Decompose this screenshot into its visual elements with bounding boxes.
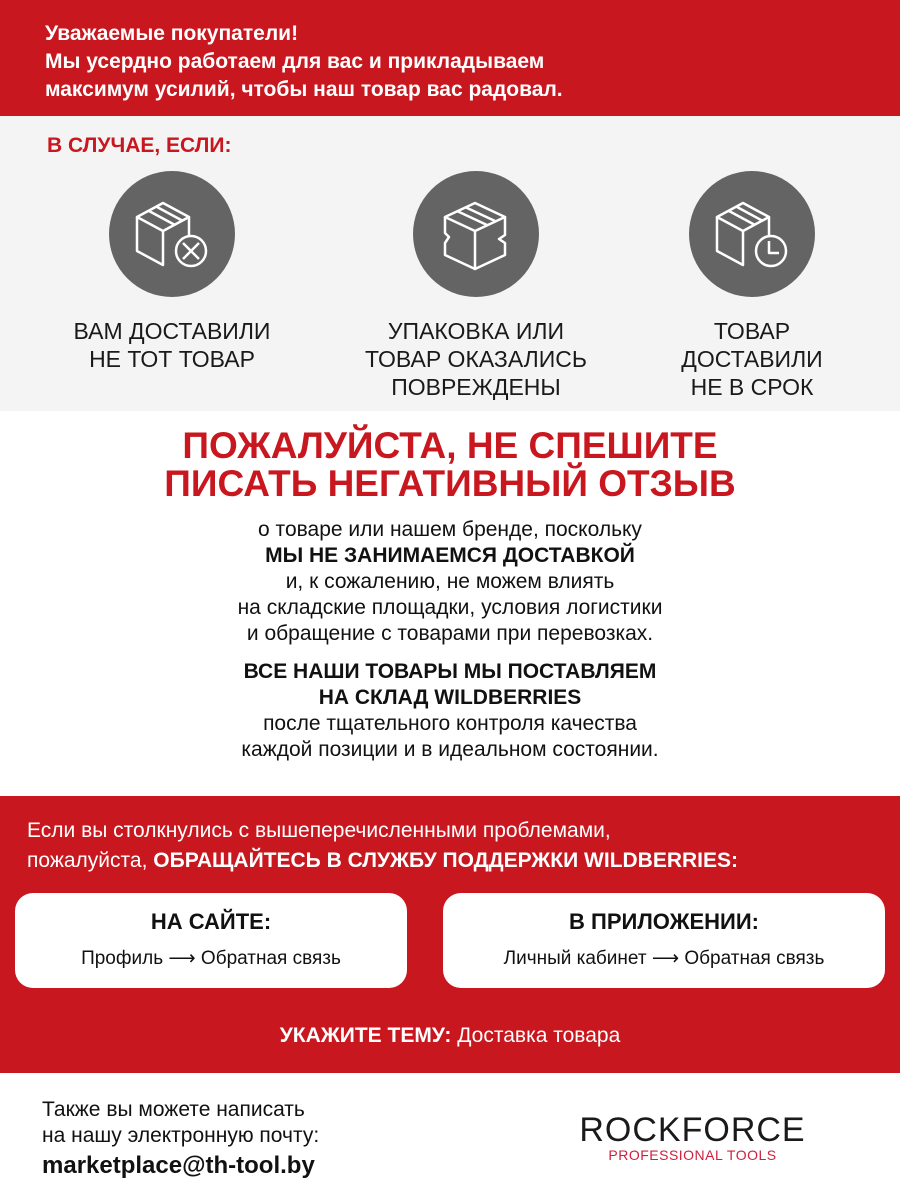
site-step: Обратная связь <box>200 948 341 969</box>
text-line-bold: НА СКЛАД WILDBERRIES <box>318 686 582 709</box>
case-caption: ДОСТАВИЛИ <box>681 346 823 372</box>
support-section <box>0 796 900 1073</box>
text-line: на складские площадки, условия логистики <box>237 596 663 619</box>
arrow-right-icon: ⟶ <box>651 948 680 969</box>
case-caption: ТОВАР <box>713 318 791 344</box>
brand-logo <box>555 1113 830 1163</box>
case-caption: ВАМ ДОСТАВИЛИ <box>73 318 271 344</box>
box-clock-icon <box>689 171 815 297</box>
header-line: Мы усердно работаем для вас и прикладываем <box>45 50 545 73</box>
case-late <box>602 171 900 401</box>
topic-label: УКАЖИТЕ ТЕМУ: <box>279 1024 452 1047</box>
case-caption: НЕ В СРОК <box>690 374 814 400</box>
case-caption: ТОВАР ОКАЗАЛИСЬ <box>365 346 587 372</box>
contact-text: на нашу электронную почту: <box>42 1124 320 1147</box>
text-line: и обращение с товарами при перевозках. <box>246 622 654 645</box>
text-line: после тщательного контроля качества <box>263 712 637 735</box>
site-instructions <box>15 893 407 988</box>
app-title: В ПРИЛОЖЕНИИ: <box>569 909 759 934</box>
app-step: Личный кабинет <box>503 948 647 969</box>
support-line: Если вы столкнулись с вышеперечисленными проблемами, <box>27 819 611 842</box>
case-caption: НЕ ТОТ ТОВАР <box>89 346 255 372</box>
footer <box>0 1073 900 1200</box>
site-title: НА САЙТЕ: <box>150 909 272 934</box>
arrow-right-icon: ⟶ <box>168 948 196 969</box>
support-line: пожалуйста, <box>27 849 154 872</box>
headline-line: ПОЖАЛУЙСТА, НЕ СПЕШИТЕ <box>182 425 718 466</box>
greeting: Уважаемые покупатели! <box>45 22 299 45</box>
header-line: максимум усилий, чтобы наш товар вас радовал. <box>45 78 563 101</box>
headline-line: ПИСАТЬ НЕГАТИВНЫЙ ОТЗЫВ <box>164 463 736 504</box>
app-step: Обратная связь <box>684 948 825 969</box>
logo-sub: PROFESSIONAL TOOLS <box>608 1147 777 1163</box>
case-damaged <box>326 171 626 401</box>
topic <box>0 1024 900 1048</box>
app-instructions <box>443 893 885 988</box>
text-line-bold: ВСЕ НАШИ ТОВАРЫ МЫ ПОСТАВЛЯЕМ <box>243 660 657 683</box>
headline <box>0 427 900 503</box>
box-x-icon <box>109 171 235 297</box>
text-line: каждой позиции и в идеальном состоянии. <box>241 738 659 761</box>
text-line: и, к сожалению, не можем влиять <box>285 570 615 593</box>
logo-main: ROCKFORCE <box>579 1111 806 1149</box>
message-section <box>0 411 900 796</box>
case-caption: УПАКОВКА ИЛИ <box>387 318 565 344</box>
text-line-bold: МЫ НЕ ЗАНИМАЕМСЯ ДОСТАВКОЙ <box>265 544 635 567</box>
damaged-box-icon <box>413 171 539 297</box>
site-step: Профиль <box>81 948 164 969</box>
text-line: о товаре или нашем бренде, поскольку <box>258 518 642 541</box>
case-caption: ПОВРЕЖДЕНЫ <box>391 374 561 400</box>
header-banner <box>0 0 900 116</box>
email-address[interactable]: marketplace@th-tool.by <box>42 1152 315 1179</box>
cases-title: В СЛУЧАЕ, ЕСЛИ: <box>47 134 232 157</box>
topic-value: Доставка товара <box>457 1024 621 1047</box>
support-call: ОБРАЩАЙТЕСЬ В СЛУЖБУ ПОДДЕРЖКИ WILDBERRIES: <box>153 849 739 872</box>
cases-section <box>0 116 900 411</box>
contact-text: Также вы можете написать <box>42 1098 305 1121</box>
case-wrong-item <box>22 171 322 373</box>
